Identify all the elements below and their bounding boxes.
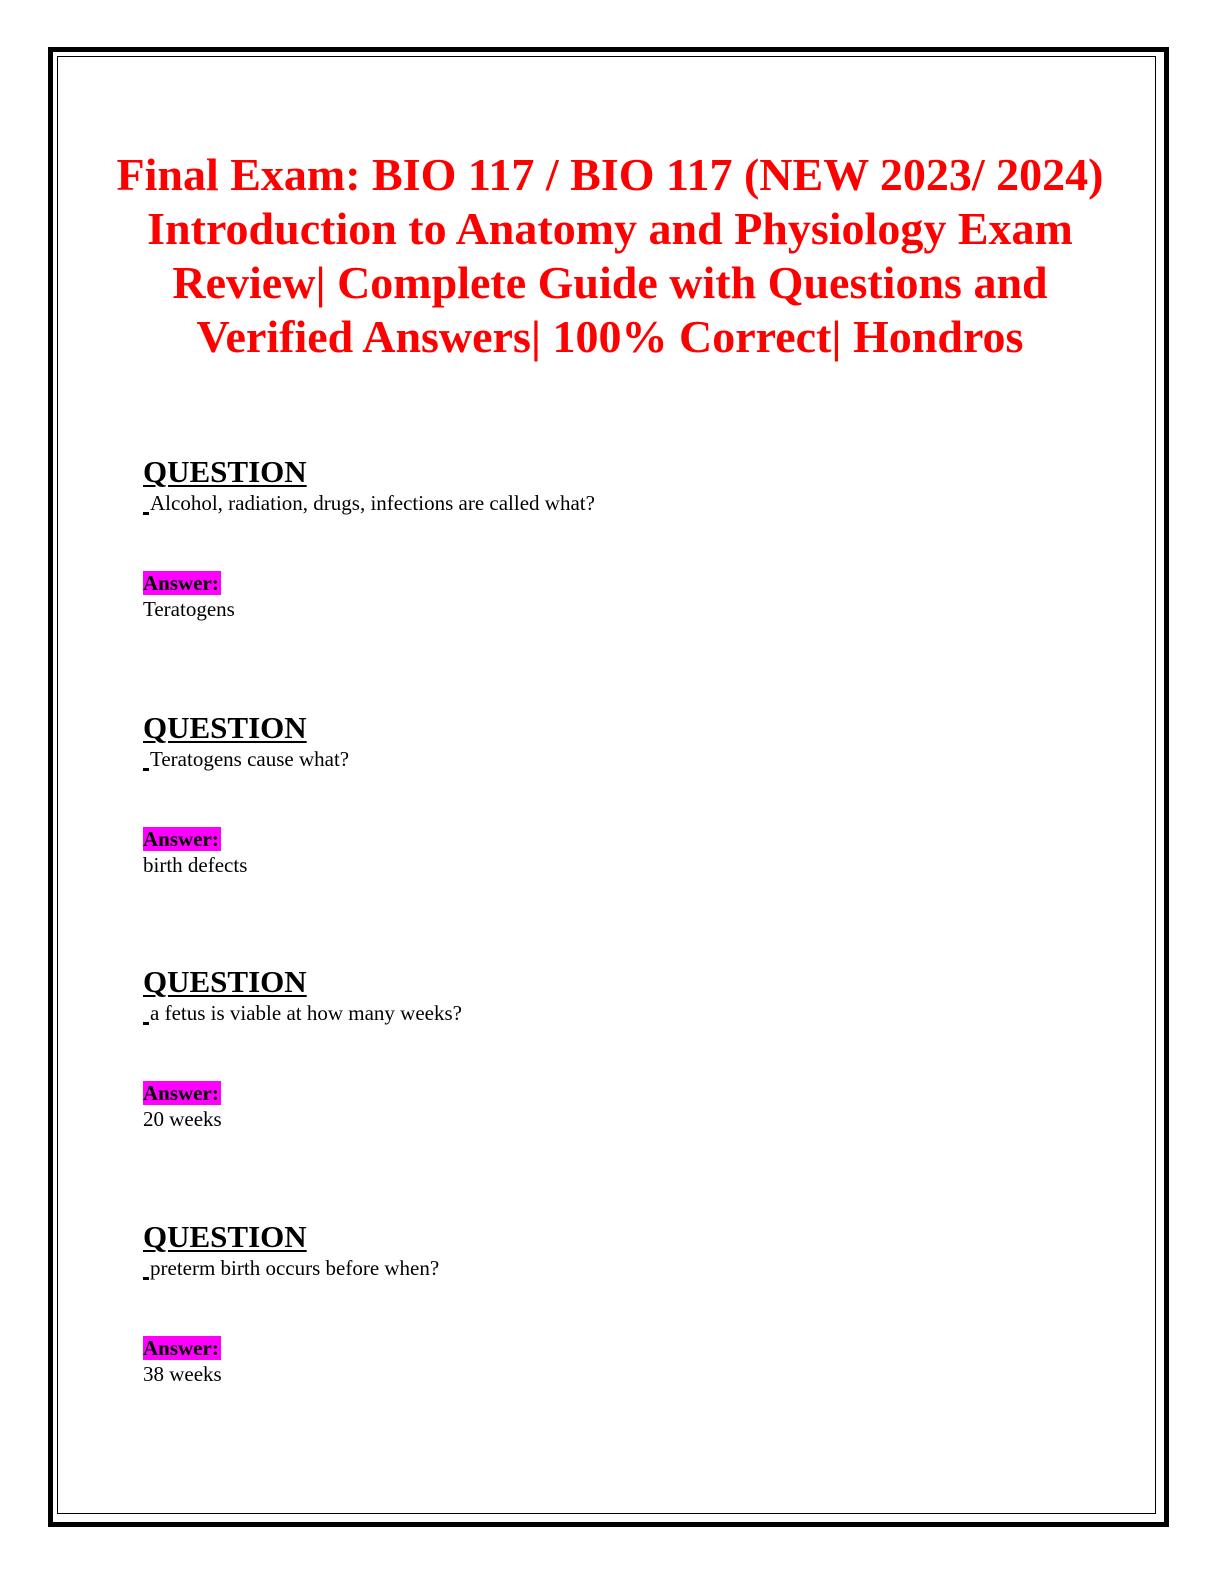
answer-text: 20 weeks (143, 1107, 222, 1131)
question-heading: QUESTION (143, 710, 307, 745)
document-title: Final Exam: BIO 117 / BIO 117 (NEW 2023/ 2024) Introduction to Anatomy and Physiology Exam Review| Complete Guide with Questions and Verified Answers| 100% Correct| Hondros (116, 149, 1104, 362)
answer-label: Answer: (143, 1081, 219, 1105)
question-text: a fetus is viable at how many weeks? (143, 999, 1093, 1027)
bullet-mark (143, 768, 149, 771)
bullet-mark (143, 1022, 149, 1025)
answer-text: birth defects (143, 853, 248, 877)
qa-item-3 (143, 965, 1093, 1133)
question-heading: QUESTION (143, 1219, 307, 1254)
bullet-mark (143, 1277, 149, 1280)
answer-label: Answer: (143, 827, 219, 851)
answer-text: 38 weeks (143, 1362, 222, 1386)
answer-label: Answer: (143, 1336, 219, 1360)
question-heading: QUESTION (143, 964, 307, 999)
question-text: preterm birth occurs before when? (143, 1254, 1093, 1282)
qa-item-4 (143, 1220, 1093, 1388)
qa-item-1 (143, 455, 1093, 623)
question-text: Alcohol, radiation, drugs, infections are called what? (143, 489, 1093, 517)
question-heading: QUESTION (143, 454, 307, 489)
qa-item-2 (143, 711, 1093, 879)
answer-label: Answer: (143, 571, 219, 595)
bullet-mark (143, 512, 149, 515)
answer-text: Teratogens (143, 597, 235, 621)
question-text: Teratogens cause what? (143, 745, 1093, 773)
